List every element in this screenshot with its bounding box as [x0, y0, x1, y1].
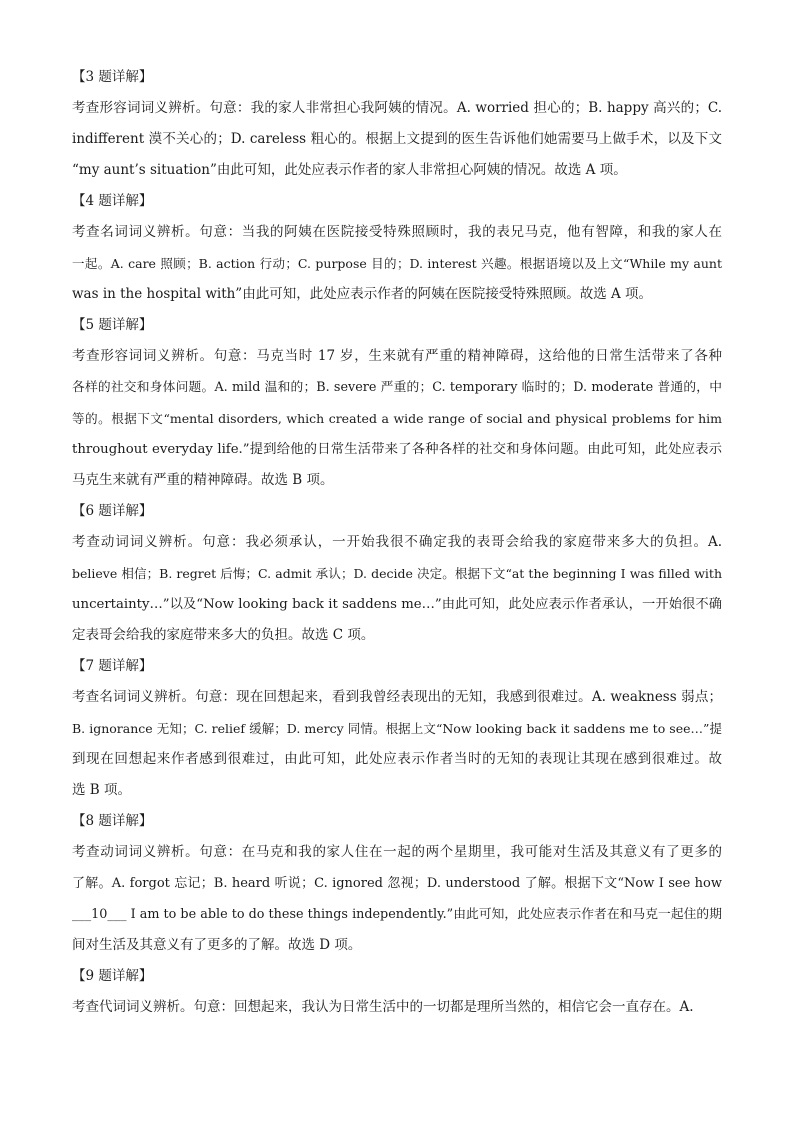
section-heading: 【5 题详解】 [72, 317, 153, 333]
section-body [72, 682, 722, 806]
section-body [72, 992, 722, 1023]
section-q5 [72, 310, 722, 496]
section-q6 [72, 496, 722, 651]
section-heading: 【7 题详解】 [72, 658, 153, 674]
text-line: 到现在回想起来作者感到很难过，由此可知，此处应表示作者当时的无知的表现让其现在感到很难过。故 [72, 751, 722, 767]
text-line: 一起。A. care 照顾；B. action 行动；C. purpose 目的；D. interest 兴趣。根据语境以及上文“While my aunt [72, 256, 722, 271]
section-q7 [72, 651, 722, 806]
text-line: 考查形容词词义辨析。句意：马克当时 17 岁，生来就有严重的精神障碍，这给他的日常生活带来了各种 [72, 348, 722, 364]
text-line: 定表哥会给我的家庭带来多大的负担。故选 C 项。 [72, 627, 375, 643]
section-q4 [72, 186, 722, 310]
text-line: 考查动词词义辨析。句意：我必须承认，一开始我很不确定我的表哥会给我的家庭带来多大的负担。A. [72, 534, 722, 550]
text-line: 马克生来就有严重的精神障碍。故选 B 项。 [72, 472, 334, 488]
text-line: believe 相信；B. regret 后悔；C. admit 承认；D. decide 决定。根据下文“at the beginning I was filled with [72, 566, 722, 581]
text-line: 考查动词词义辨析。句意：在马克和我的家人住在一起的两个星期里，我可能对生活及其意义有了更多的 [72, 844, 722, 860]
text-line: 考查形容词词义辨析。句意：我的家人非常担心我阿姨的情况。A. worried 担心的；B. happy 高兴的；C. [72, 100, 722, 116]
section-q9 [72, 961, 722, 1023]
section-body [72, 837, 722, 961]
section-q3 [72, 62, 722, 186]
text-line: 考查代词词义辨析。句意：回想起来，我认为日常生活中的一切都是理所当然的，相信它会一直存在。A. [72, 999, 694, 1015]
text-line: 选 B 项。 [72, 782, 132, 798]
text-line: B. ignorance 无知；C. relief 缓解；D. mercy 同情。根据上文“Now looking back it saddens me to see…”提 [72, 721, 722, 736]
section-body [72, 217, 722, 310]
section-heading: 【9 题详解】 [72, 968, 153, 984]
section-body [72, 341, 722, 496]
text-line: 考查名词词义辨析。句意：当我的阿姨在医院接受特殊照顾时，我的表兄马克，他有智障，和我的家人在 [72, 224, 722, 240]
section-heading: 【3 题详解】 [72, 69, 153, 85]
section-q8 [72, 806, 722, 961]
section-heading: 【4 题详解】 [72, 193, 153, 209]
text-line: 各样的社交和身体问题。A. mild 温和的；B. severe 严重的；C. temporary 临时的；D. moderate 普通的，中 [72, 380, 722, 395]
text-line: throughout everyday life.”提到给他的日常生活带来了各种各样的社交和身体问题。由此可知，此处应表示 [72, 442, 722, 457]
text-line: uncertainty…”以及“Now looking back it saddens me…”由此可知，此处应表示作者承认，一开始很不确 [72, 597, 722, 612]
text-line: ___10___ I am to be able to do these things independently.”由此可知，此处应表示作者在和马克一起住的期 [72, 907, 722, 922]
text-line: 考查名词词义辨析。句意：现在回想起来，看到我曾经表现出的无知，我感到很难过。A. weakness 弱点； [72, 689, 722, 705]
section-heading: 【8 题详解】 [72, 813, 153, 829]
text-line: 等的。根据下文“mental disorders, which created a wide range of social and physical problems for him [72, 411, 722, 426]
text-line: “my aunt’s situation”由此可知，此处应表示作者的家人非常担心阿姨的情况。故选 A 项。 [72, 162, 627, 178]
section-body [72, 93, 722, 186]
document-page [72, 62, 722, 1023]
text-line: 了解。A. forgot 忘记；B. heard 听说；C. ignored 忽视；D. understood 了解。根据下文“Now I see how [72, 876, 722, 891]
text-line: 间对生活及其意义有了更多的了解。故选 D 项。 [72, 937, 362, 953]
section-body [72, 527, 722, 651]
text-line: indifferent 漠不关心的；D. careless 粗心的。根据上文提到的医生告诉他们她需要马上做手术，以及下文 [72, 131, 722, 147]
section-heading: 【6 题详解】 [72, 503, 153, 519]
text-line: was in the hospital with”由此可知，此处应表示作者的阿姨在医院接受特殊照顾。故选 A 项。 [72, 286, 653, 302]
